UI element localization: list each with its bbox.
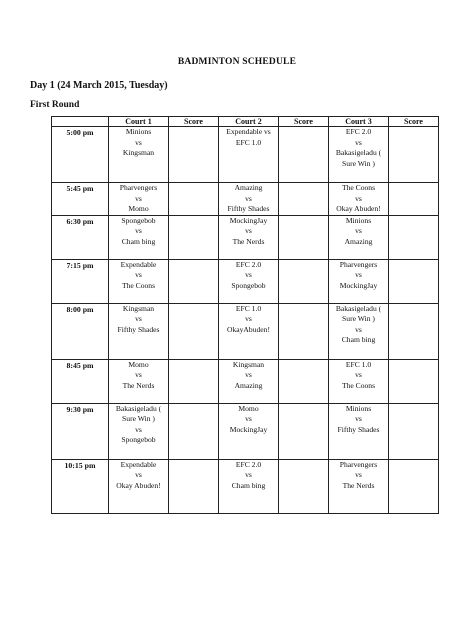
match-line: Bakasigeladu ( (335, 148, 382, 157)
round-heading: First Round (30, 100, 80, 110)
score-1-cell[interactable] (169, 127, 219, 183)
match-line: EFC 2.0 (235, 459, 262, 469)
match-line: vs (135, 370, 142, 379)
match-line: Cham bing (121, 236, 156, 246)
match-line: vs (245, 270, 252, 279)
match-line: EFC 2.0 (235, 259, 262, 269)
court-1-match-cell (109, 459, 169, 513)
match-line: Cham bing (341, 335, 376, 344)
match-line: Pharvengers (339, 459, 378, 469)
match-line: Kingsman (122, 303, 155, 313)
court-3-match-cell (329, 215, 389, 259)
match-line: Sure Win ) (342, 158, 375, 168)
match-line: vs (245, 226, 252, 235)
day-heading: Day 1 (24 March 2015, Tuesday) (30, 80, 168, 91)
match-line: Fifthy Shades (227, 204, 270, 213)
match-line: Cham bing (231, 480, 266, 490)
match-line: EFC 1.0 (235, 303, 262, 313)
match-line: Sure Win ) (122, 414, 155, 423)
score-1-cell[interactable] (169, 259, 219, 303)
score-2-cell[interactable] (279, 183, 329, 216)
match-line: vs (135, 270, 142, 279)
score-3-cell[interactable] (389, 403, 439, 459)
court-3-match-cell (329, 303, 389, 359)
score-2-cell[interactable] (279, 403, 329, 459)
court-3-match-cell (329, 403, 389, 459)
table-row (52, 127, 439, 183)
match-line: EFC 1.0 (345, 359, 372, 369)
match-line: Okay Abuden! (336, 204, 381, 213)
match-line: vs (135, 314, 142, 323)
score-3-cell[interactable] (389, 215, 439, 259)
score-3-cell[interactable] (389, 259, 439, 303)
court-2-match-cell (219, 259, 279, 303)
header-court-3: Court 3 (329, 117, 389, 127)
match-line: Expendable (120, 459, 157, 469)
score-1-cell[interactable] (169, 183, 219, 216)
match-line: Pharvengers (119, 183, 158, 192)
table-row (52, 215, 439, 259)
table-row (52, 303, 439, 359)
time-cell: 8:45 pm (52, 359, 109, 403)
match-line: Spongebob (121, 435, 156, 444)
match-line: vs (355, 370, 362, 379)
match-line: The Nerds (232, 236, 265, 246)
match-line: Expendable vs (226, 127, 271, 136)
court-1-match-cell (109, 259, 169, 303)
score-3-cell[interactable] (389, 127, 439, 183)
match-line: MockingJay (229, 424, 268, 434)
match-line: Minions (345, 403, 372, 413)
match-line: Spongebob (231, 280, 266, 290)
table-row (52, 359, 439, 403)
match-line: vs (245, 193, 252, 203)
match-line: vs (245, 470, 252, 479)
score-2-cell[interactable] (279, 359, 329, 403)
match-line: vs (135, 137, 142, 147)
score-2-cell[interactable] (279, 127, 329, 183)
score-2-cell[interactable] (279, 215, 329, 259)
schedule-body (52, 127, 439, 514)
match-line: OkayAbuden! (226, 324, 271, 334)
match-line: The Coons (341, 380, 376, 390)
score-3-cell[interactable] (389, 303, 439, 359)
score-1-cell[interactable] (169, 303, 219, 359)
match-line: Momo (128, 359, 149, 369)
court-2-match-cell (219, 303, 279, 359)
court-2-match-cell (219, 359, 279, 403)
match-line: vs (355, 137, 362, 147)
score-1-cell[interactable] (169, 359, 219, 403)
match-line: Amazing (234, 183, 263, 192)
court-3-match-cell (329, 127, 389, 183)
time-cell: 5:00 pm (52, 127, 109, 183)
score-1-cell[interactable] (169, 459, 219, 513)
score-3-cell[interactable] (389, 359, 439, 403)
match-line: vs (135, 470, 142, 479)
time-cell: 10:15 pm (52, 459, 109, 513)
match-line: Pharvengers (339, 259, 378, 269)
court-1-match-cell (109, 303, 169, 359)
match-line: Sure Win ) (342, 314, 375, 323)
match-line: EFC 2.0 (345, 127, 372, 136)
score-2-cell[interactable] (279, 303, 329, 359)
score-3-cell[interactable] (389, 459, 439, 513)
match-line: Kingsman (232, 359, 265, 369)
match-line: Expendable (120, 259, 157, 269)
court-1-match-cell (109, 183, 169, 216)
match-line: vs (355, 324, 362, 334)
match-line: Kingsman (122, 148, 155, 157)
table-row (52, 183, 439, 216)
match-line: vs (245, 414, 252, 423)
match-line: Bakasigeladu ( (335, 303, 382, 313)
match-line: Minions (345, 215, 372, 225)
header-row (52, 117, 439, 127)
header-score-2: Score (279, 117, 329, 127)
header-court-2: Court 2 (219, 117, 279, 127)
match-line: MockingJay (339, 280, 378, 290)
match-line: vs (245, 314, 252, 323)
match-line: MockingJay (229, 215, 268, 225)
match-line: Spongebob (121, 215, 156, 225)
header-time (52, 117, 109, 127)
time-cell: 7:15 pm (52, 259, 109, 303)
court-3-match-cell (329, 183, 389, 216)
court-3-match-cell (329, 459, 389, 513)
score-1-cell[interactable] (169, 215, 219, 259)
match-line: The Coons (341, 183, 376, 192)
court-3-match-cell (329, 359, 389, 403)
match-line: The Nerds (342, 480, 375, 490)
header-court-1: Court 1 (109, 117, 169, 127)
court-2-match-cell (219, 183, 279, 216)
match-line: The Nerds (122, 380, 155, 390)
header-score-1: Score (169, 117, 219, 127)
match-line: Momo (128, 204, 149, 213)
court-3-match-cell (329, 259, 389, 303)
match-line: vs (355, 270, 362, 279)
table-row (52, 259, 439, 303)
score-2-cell[interactable] (279, 259, 329, 303)
court-2-match-cell (219, 459, 279, 513)
match-line: vs (355, 470, 362, 479)
time-cell: 8:00 pm (52, 303, 109, 359)
match-line: Okay Abuden! (116, 480, 161, 490)
header-score-3: Score (389, 117, 439, 127)
score-3-cell[interactable] (389, 183, 439, 216)
score-2-cell[interactable] (279, 459, 329, 513)
court-1-match-cell (109, 359, 169, 403)
match-line: Fifthy Shades (117, 324, 160, 334)
court-2-match-cell (219, 403, 279, 459)
match-line: Fifthy Shades (337, 424, 380, 434)
schedule-table (51, 116, 439, 514)
match-line: vs (135, 226, 142, 235)
table-row (52, 403, 439, 459)
court-1-match-cell (109, 215, 169, 259)
time-cell: 6:30 pm (52, 215, 109, 259)
match-line: Amazing (344, 236, 373, 246)
match-line: vs (245, 370, 252, 379)
match-line: Momo (238, 403, 259, 413)
table-row (52, 459, 439, 513)
match-line: Amazing (234, 380, 263, 390)
court-2-match-cell (219, 215, 279, 259)
match-line: vs (355, 414, 362, 423)
match-line: vs (135, 424, 142, 434)
court-2-match-cell (219, 127, 279, 183)
court-1-match-cell (109, 403, 169, 459)
match-line: vs (355, 226, 362, 235)
document-title: BADMINTON SCHEDULE (177, 57, 297, 67)
score-1-cell[interactable] (169, 403, 219, 459)
match-line: Minions (125, 127, 152, 136)
match-line: EFC 1.0 (235, 137, 262, 147)
time-cell: 5:45 pm (52, 183, 109, 216)
match-line: Bakasigeladu ( (115, 403, 162, 413)
match-line: The Coons (121, 280, 156, 290)
match-line: vs (135, 193, 142, 203)
match-line: vs (355, 193, 362, 203)
time-cell: 9:30 pm (52, 403, 109, 459)
court-1-match-cell (109, 127, 169, 183)
